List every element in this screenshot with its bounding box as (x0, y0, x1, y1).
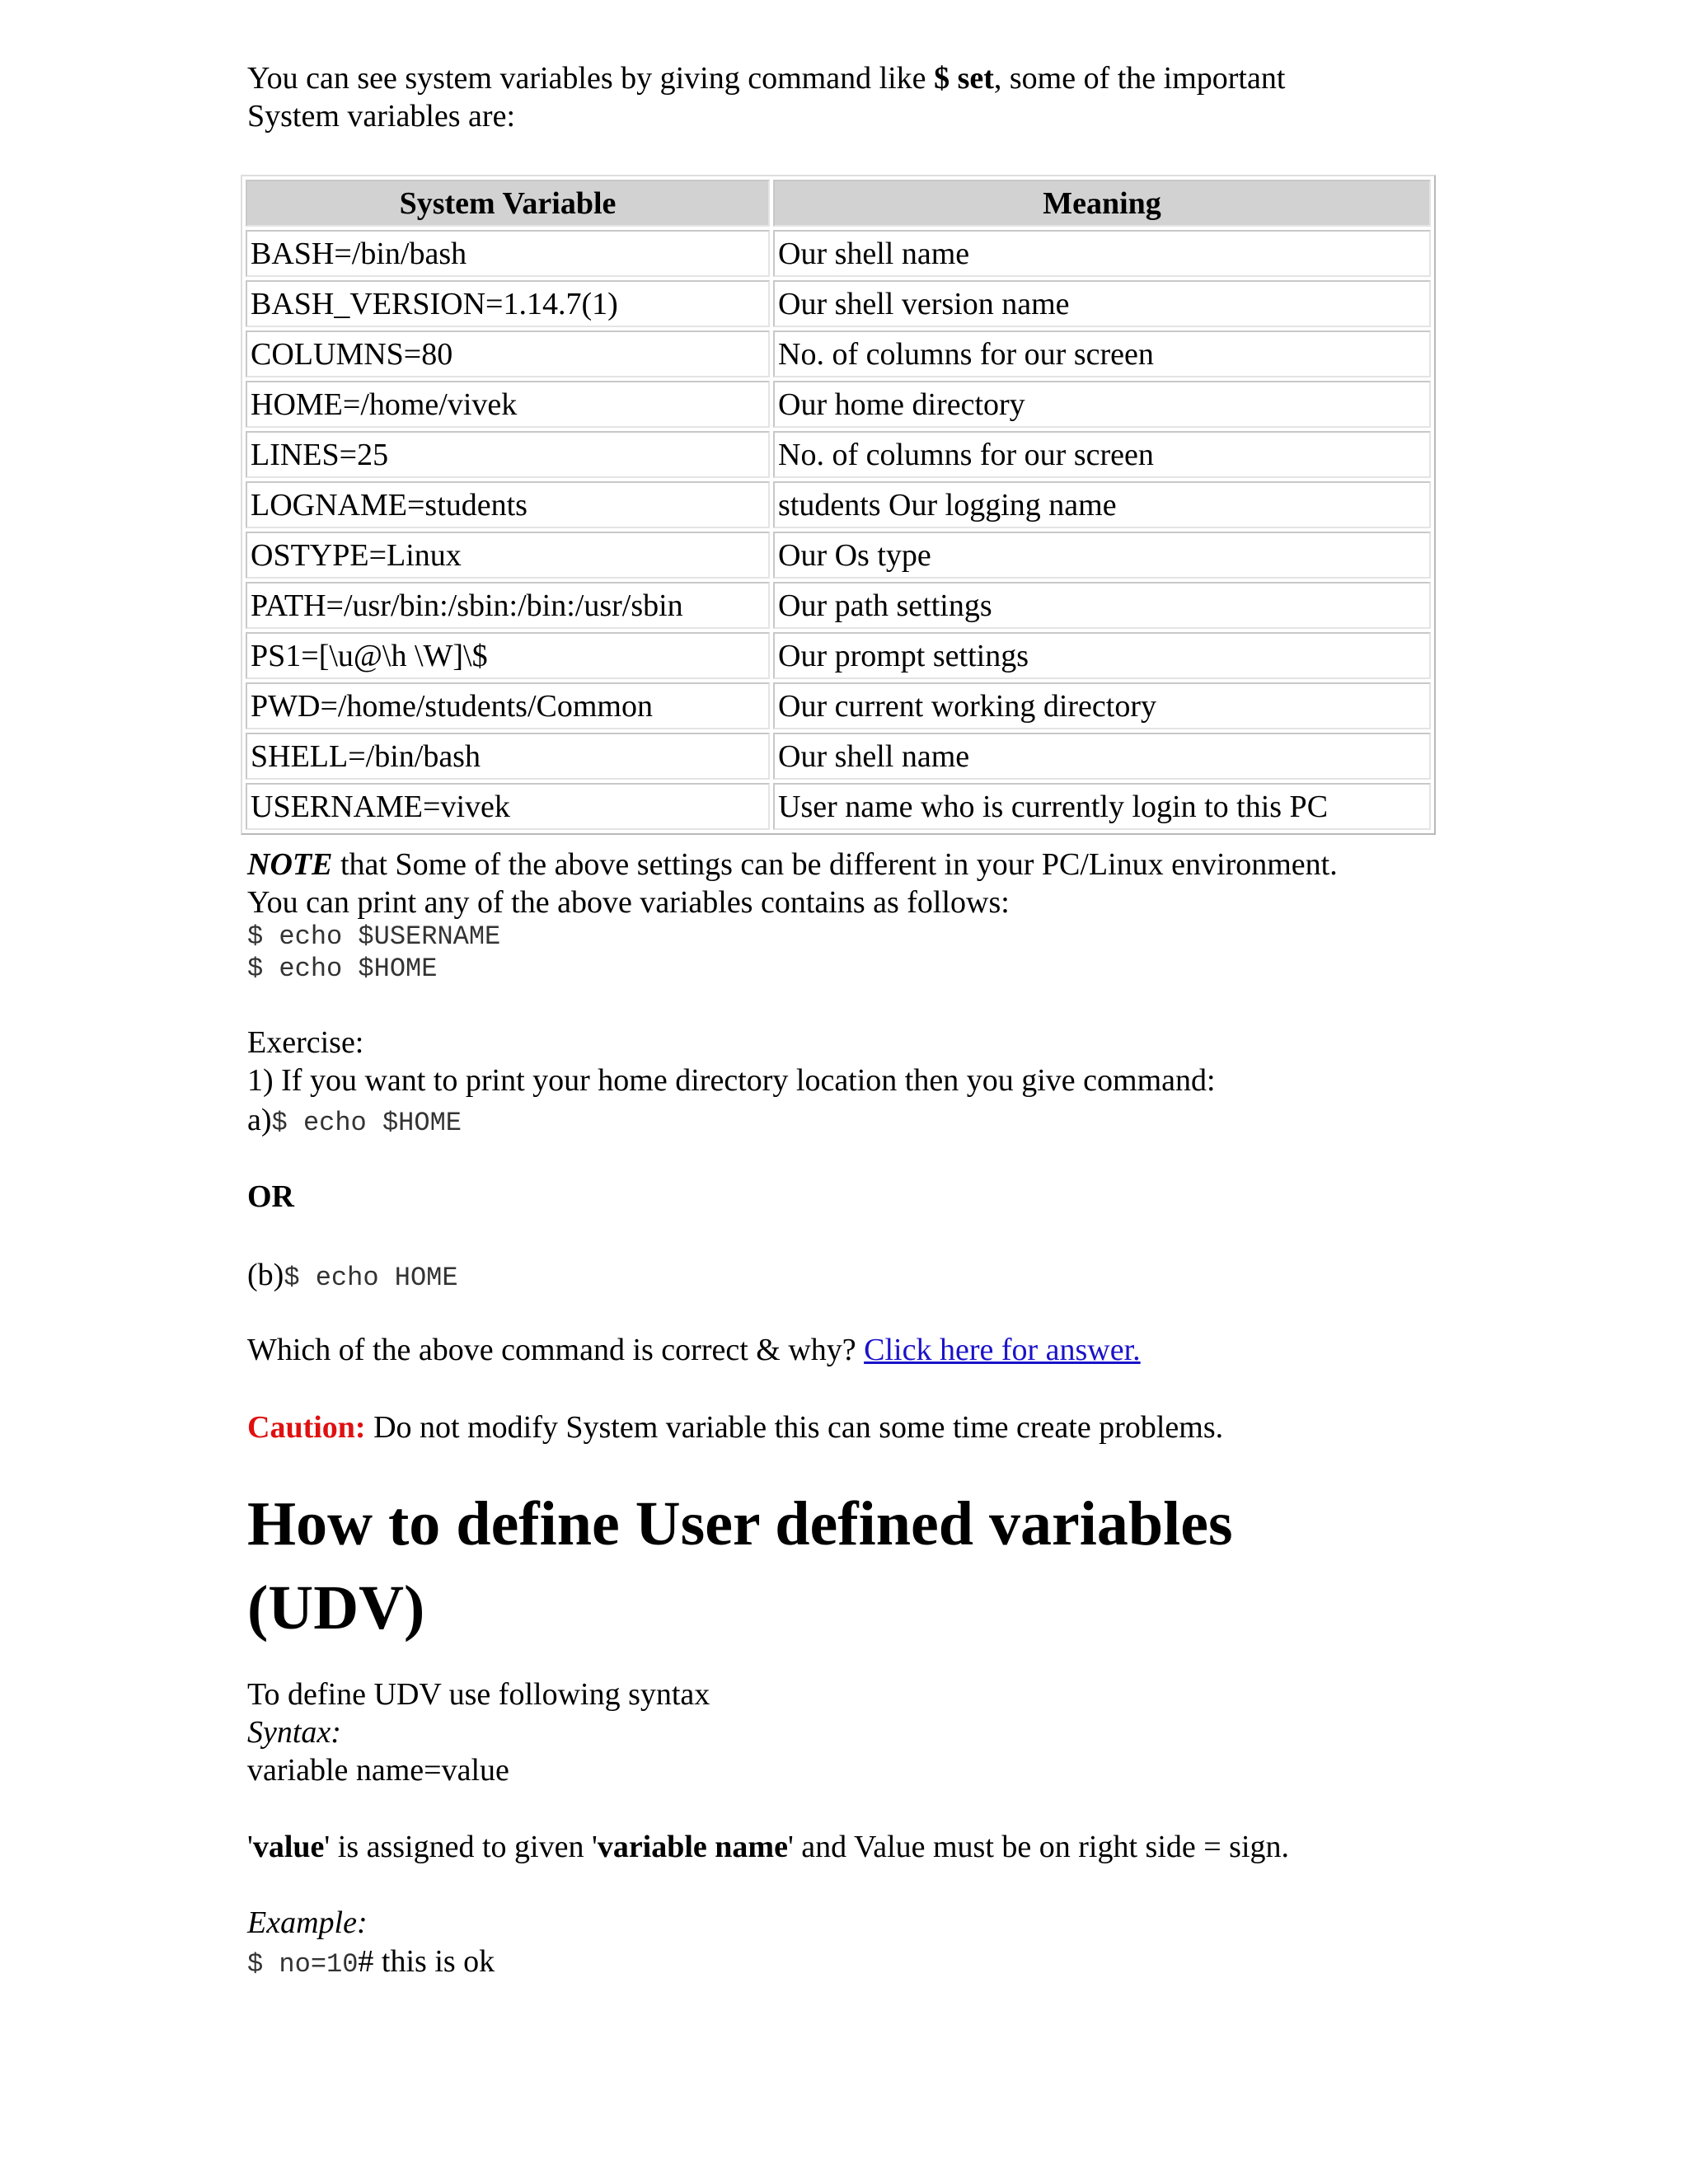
caution-line (247, 1408, 1223, 1446)
caution-text: Do not modify System variable this can some time create problems. (365, 1410, 1224, 1445)
or-text: OR (247, 1179, 294, 1214)
meaning-cell: Our path settings (773, 582, 1431, 629)
note-line-1 (247, 846, 1338, 883)
column-header-variable: System Variable (246, 180, 770, 227)
intro-line-2: System variables are: (247, 99, 516, 134)
which-text: Which of the above command is correct & why? (247, 1333, 865, 1367)
intro-line-1 (247, 59, 1285, 97)
value-term: value (252, 1830, 325, 1864)
option-b (247, 1256, 458, 1297)
table-row (246, 733, 1431, 780)
option-b-command: $ echo HOME (284, 1263, 458, 1293)
system-variables-table (241, 175, 1436, 835)
meaning-cell: Our shell version name (773, 280, 1431, 327)
table-row (246, 230, 1431, 277)
table-row (246, 783, 1431, 830)
table-row (246, 582, 1431, 629)
or-separator (247, 1178, 294, 1216)
intro-text: You can see system variables by giving command like (247, 61, 935, 96)
quote: ' (247, 1830, 253, 1864)
variable-cell: LINES=25 (246, 431, 770, 478)
example-label (247, 1904, 368, 1942)
example-command: $ no=10 (247, 1949, 359, 1980)
table-row (246, 330, 1431, 377)
meaning-cell: Our Os type (773, 532, 1431, 579)
variable-cell: LOGNAME=students (246, 481, 770, 528)
echo-username-command: $ echo $USERNAME (247, 921, 501, 952)
table-row (246, 381, 1431, 428)
variable-cell: OSTYPE=Linux (246, 532, 770, 579)
variable-cell: BASH_VERSION=1.14.7(1) (246, 280, 770, 327)
heading-line-1: How to define User defined variables (247, 1489, 1233, 1558)
assign-mid-text: ' is assigned to given ' (324, 1830, 598, 1864)
exercise-heading: Exercise: (247, 1025, 364, 1060)
note-text: that Some of the above settings can be different in your PC/Linux environment. (332, 847, 1338, 882)
meaning-cell: No. of columns for our screen (773, 330, 1431, 377)
table-header-row (246, 180, 1431, 227)
note-line-2: You can print any of the above variables contains as follows: (247, 885, 1010, 920)
meaning-cell: students Our logging name (773, 481, 1431, 528)
meaning-cell: User name who is currently login to this PC (773, 783, 1431, 830)
syntax-label-text: Syntax: (247, 1715, 341, 1750)
assign-end-text: ' and Value must be on right side = sign. (787, 1830, 1290, 1864)
meaning-cell: Our home directory (773, 381, 1431, 428)
column-header-meaning: Meaning (773, 180, 1431, 227)
variable-cell: PS1=[\u@\h \W]\$ (246, 632, 770, 679)
set-command: $ set (934, 61, 994, 96)
variable-name-term: variable name (597, 1830, 788, 1864)
udv-intro: To define UDV use following syntax (247, 1677, 710, 1712)
exercise-question: 1) If you want to print your home directory location then you give command: (247, 1063, 1216, 1098)
meaning-cell: Our current working directory (773, 682, 1431, 729)
note-label: NOTE (247, 847, 333, 882)
meaning-cell: Our shell name (773, 733, 1431, 780)
variable-cell: COLUMNS=80 (246, 330, 770, 377)
table-row (246, 431, 1431, 478)
meaning-cell: Our prompt settings (773, 632, 1431, 679)
option-a (247, 1101, 462, 1142)
heading-line-2: (UDV) (247, 1573, 425, 1643)
answer-link[interactable]: Click here for answer. (864, 1333, 1141, 1367)
variable-cell: BASH=/bin/bash (246, 230, 770, 277)
example-line (247, 1943, 495, 1984)
table-row (246, 532, 1431, 579)
caution-label: Caution: (247, 1410, 366, 1445)
table-row (246, 632, 1431, 679)
variable-cell: PATH=/usr/bin:/sbin:/bin:/usr/sbin (246, 582, 770, 629)
meaning-cell: Our shell name (773, 230, 1431, 277)
table-row (246, 481, 1431, 528)
option-a-label: a) (247, 1103, 272, 1137)
variable-cell: SHELL=/bin/bash (246, 733, 770, 780)
option-b-label: (b) (247, 1258, 284, 1292)
variable-cell: USERNAME=vivek (246, 783, 770, 830)
syntax-label (247, 1713, 341, 1751)
option-a-command: $ echo $HOME (271, 1108, 462, 1138)
example-label-text: Example: (247, 1905, 368, 1940)
meaning-cell: No. of columns for our screen (773, 431, 1431, 478)
assignment-explanation (247, 1828, 1289, 1866)
which-question (247, 1331, 1141, 1369)
table-row (246, 280, 1431, 327)
variable-cell: PWD=/home/students/Common (246, 682, 770, 729)
table-row (246, 682, 1431, 729)
variable-cell: HOME=/home/vivek (246, 381, 770, 428)
example-comment: # this is ok (358, 1944, 495, 1979)
echo-home-command: $ echo $HOME (247, 954, 438, 984)
syntax-text: variable name=value (247, 1753, 509, 1788)
intro-text-after: , some of the important (993, 61, 1286, 96)
section-heading (247, 1482, 1484, 1650)
